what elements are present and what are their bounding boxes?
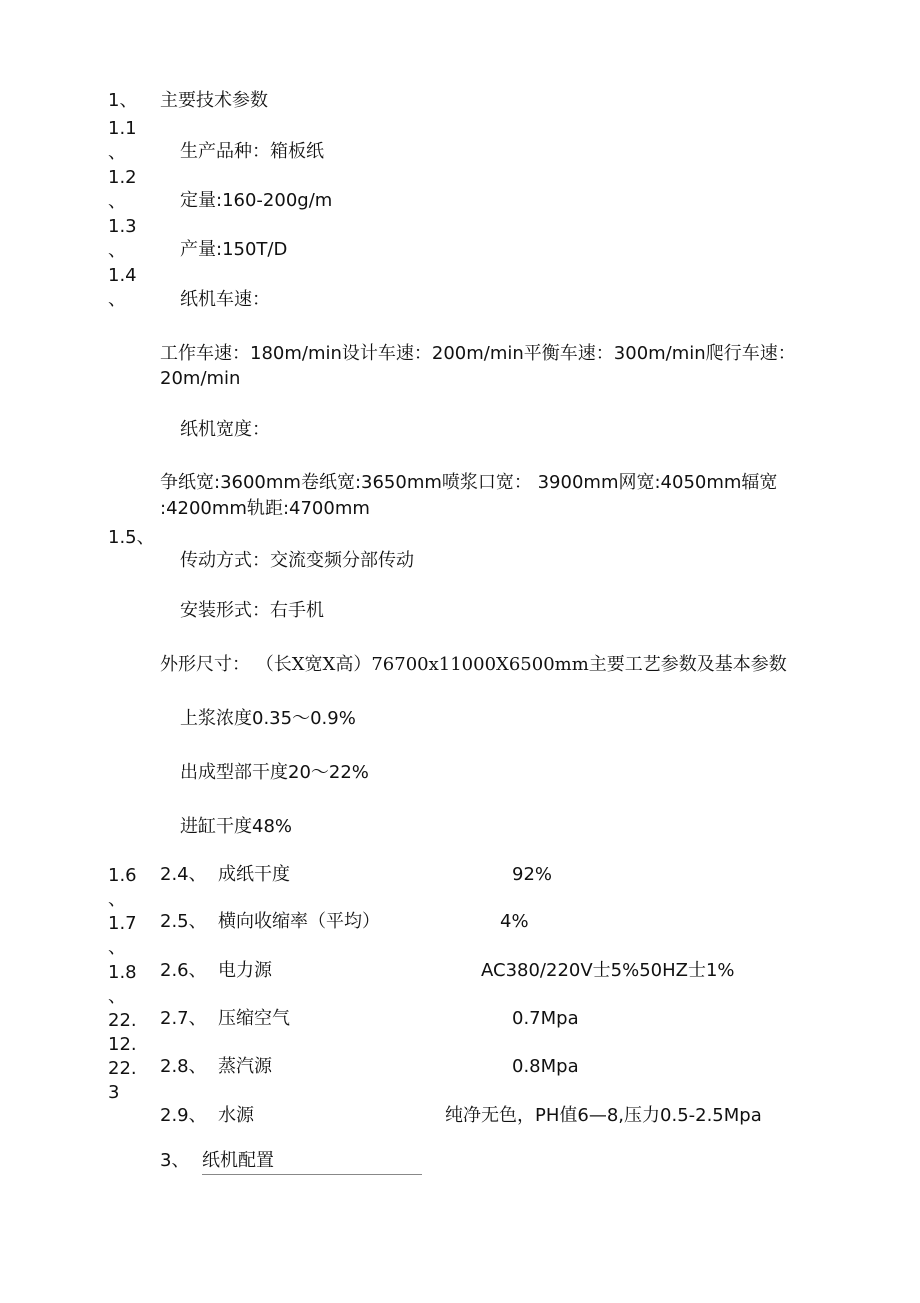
table-row-value: 92% <box>512 864 553 885</box>
table-row-name: 成纸干度 <box>218 864 290 885</box>
marker-comma: 、 <box>108 142 126 163</box>
table-row-num: 2.4、 <box>160 864 207 885</box>
marker-1-4: 1.4 <box>108 265 137 286</box>
table-row-name: 蒸汽源 <box>218 1056 272 1077</box>
param-width-line-1: 争纸宽:3600mm卷纸宽:3650mm喷浆口宽： 3900mm网宽:4050mm辐宽 <box>160 472 778 493</box>
param-speed-line-1: 工作车速：180m/min设计车速：200m/min平衡车速：300m/min爬行车速： <box>160 343 796 364</box>
section-1-number: 1、 <box>108 90 138 111</box>
param-width-label: 纸机宽度： <box>180 419 270 440</box>
marker-1-2: 1.2 <box>108 167 137 188</box>
marker-22-b: 22. <box>108 1058 137 1079</box>
param-dimensions: 外形尺寸： （长X宽X高）76700x11000X6500mm主要工艺参数及基本参数 <box>160 654 787 675</box>
table-row-value: 纯净无色，PH值6—8,压力0.5-2.5Mpa <box>445 1105 762 1126</box>
table-row-value: 0.8Mpa <box>512 1056 579 1077</box>
param-speed-label: 纸机车速： <box>180 289 270 310</box>
marker-1-6: 1.6 <box>108 865 137 886</box>
section-3-number: 3、 <box>160 1150 190 1171</box>
marker-comma: 、 <box>108 986 126 1007</box>
marker-3: 3 <box>108 1082 120 1103</box>
param-dryer-dryness: 进缸干度48% <box>180 816 293 837</box>
param-forming-dryness: 出成型部干度20～22% <box>180 762 369 783</box>
param-install: 安装形式：右手机 <box>180 600 324 621</box>
marker-1-5: 1.5、 <box>108 527 155 548</box>
marker-comma: 、 <box>108 240 126 261</box>
section-3-title: 纸机配置 <box>202 1150 422 1175</box>
marker-1-8: 1.8 <box>108 962 137 983</box>
param-product: 生产品种：箱板纸 <box>180 141 324 162</box>
param-headbox-consistency: 上浆浓度0.35～0.9% <box>180 708 356 729</box>
param-width-line-2: :4200mm轨距:4700mm <box>160 498 370 519</box>
param-output: 产量:150T/D <box>180 239 288 260</box>
table-row-name: 压缩空气 <box>218 1008 290 1029</box>
section-1-title: 主要技术参数 <box>160 90 268 111</box>
table-row-name: 水源 <box>218 1105 254 1126</box>
param-basis-weight: 定量:160-200g/m <box>180 190 333 211</box>
table-row-name: 电力源 <box>218 960 272 981</box>
table-row-num: 2.9、 <box>160 1105 207 1126</box>
table-row-num: 2.6、 <box>160 960 207 981</box>
table-row-num: 2.8、 <box>160 1056 207 1077</box>
marker-1-1: 1.1 <box>108 118 137 139</box>
table-row-value: AC380/220V士5%50HZ士1% <box>481 960 735 981</box>
marker-1-7: 1.7 <box>108 913 137 934</box>
marker-12: 12. <box>108 1034 137 1055</box>
param-drive: 传动方式：交流变频分部传动 <box>180 550 414 571</box>
table-row-num: 2.5、 <box>160 911 207 932</box>
marker-comma: 、 <box>108 937 126 958</box>
table-row-num: 2.7、 <box>160 1008 207 1029</box>
marker-comma: 、 <box>108 889 126 910</box>
marker-22-a: 22. <box>108 1010 137 1031</box>
param-speed-line-2: 20m/min <box>160 368 241 389</box>
table-row-value: 4% <box>500 911 529 932</box>
table-row-name: 横向收缩率（平均） <box>218 911 380 932</box>
table-row-value: 0.7Mpa <box>512 1008 579 1029</box>
marker-comma: 、 <box>108 191 126 212</box>
marker-1-3: 1.3 <box>108 216 137 237</box>
marker-comma: 、 <box>108 289 126 310</box>
